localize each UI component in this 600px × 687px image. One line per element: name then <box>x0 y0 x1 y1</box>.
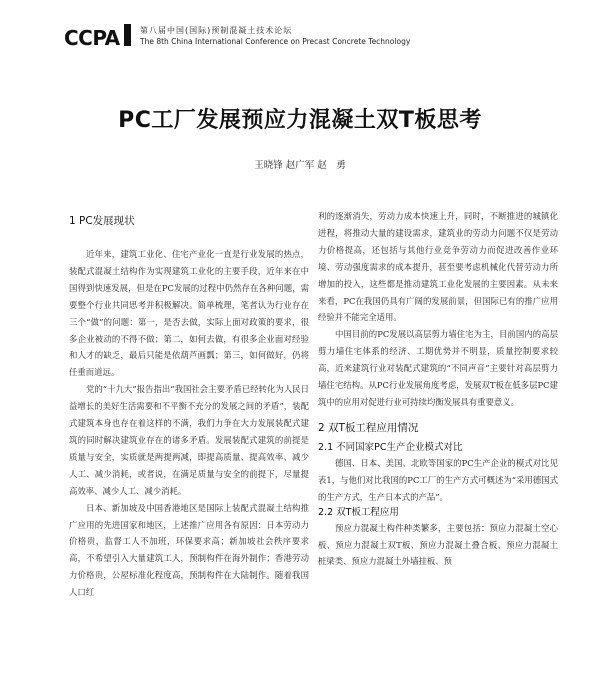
ccpa-logo: CCPA <box>64 26 120 50</box>
right-column <box>318 208 558 570</box>
paper-authors: 王晓锋 赵广军 赵 勇 <box>254 160 346 171</box>
conference-name <box>140 25 410 48</box>
section-heading-2: 2 双T板工程应用情况 <box>318 421 419 434</box>
paragraph: 党的“十九大”报告指出“我国社会主要矛盾已经转化为人民日益增长的美好生活需要和不平衡不充分的发展之间的矛盾”，装配式建筑本身也存在着这样的不满，我们力争在大力发展装配式建筑的同时解决建筑业存在的诸多矛盾。发展装配式建筑的前提是质量与安全，实质就是两提两减，即提高质量、提高效率、减少人工、减少消耗，或者说，在满足质量与安全的前提下，尽量提高效率、减少人工、减少消耗。 <box>69 384 309 496</box>
paragraph: 德国、日本、美国、北欧等国家的PC生产企业的模式对比见表1，与他们对比我国的PC工厂的生产方式可概述为“采用德国式的生产方式，生产日本式的产品”。 <box>318 457 558 502</box>
conference-name-en: The 8th China International Conference on Precast Concrete Technology <box>140 37 411 46</box>
paragraph: 近年来，建筑工业化、住宅产业化一直是行业发展的热点，装配式混凝土结构作为实现建筑工业化的主要手段，近年来在中国得到快速发展，但是在PC发展的过程中仍然存在各种问题，需要整个行业共同思考并积极解决。简单梳理，笔者认为行业存在三个“做”的问题：第一，是否去做，实际上面对政策的要求，很多企业被动的不得不做；第二，如何去做，有很多企业面对经验和人才的缺乏，最后只能是依葫芦画瓢；第三，如何做好，仍将任重而道远。 <box>69 249 309 378</box>
section-heading-1: 1 PC发展现状 <box>69 215 135 227</box>
conference-name-zh: 第八届中国(国际)预制混凝土技术论坛 <box>140 26 293 35</box>
left-column <box>69 214 309 601</box>
paragraph: 预应力混凝土构件种类繁多，主要包括：预应力混凝土空心板、预应力混凝土双T板、预应力混凝土叠合板、预应力混凝土桩梁类、预应力混凝土外墙挂板、预 <box>318 522 558 567</box>
subsection-heading-2-1: 2.1 不同国家PC生产企业模式对比 <box>318 441 463 453</box>
paragraph: 中国目前的PC发展以高层剪力墙住宅为主，目前国内的高层剪力墙住宅体系的经济、工期优势并不明显，质量控制要求较高，近来建筑行业对装配式建筑的“不同声音”主要针对高层剪力墙住宅结构。从PC行业发展角度考虑，发展双T板在低多层PC建筑中的应用对促进行业可持续均衡发展具有重要意义。 <box>318 329 558 407</box>
conference-header <box>64 22 544 62</box>
logo-bar-icon <box>124 24 131 46</box>
paragraph: 利的逐渐消失，劳动力成本快速上升，同时，不断推进的城镇化进程，将推动大量的建设需求，建筑业的劳动力问题不仅是劳动力价格提高，还包括与其他行业竞争劳动力而促进改善作业环境、劳动强度需求的成本提升，甚至要考虑机械化代替劳动力所增加的投入，这些都是推动建筑工业化发展的主要因素。从未来来看，PC在我国仍具有广阔的发展前景，但国际已有的推广应用经验并不能完全适用。 <box>318 211 558 323</box>
paper-title: PC工厂发展预应力混凝土双T板思考 <box>118 108 482 133</box>
subsection-heading-2-2: 2.2 双T板工程应用 <box>318 506 399 518</box>
paragraph: 日本、新加坡及中国香港地区是国际上装配式混凝土结构推广应用的先进国家和地区，上述推广应用各有原因：日本劳动力价格贵，监督工人不加班，环保要求高；新加坡社会秩序要求高，不希望引入大量建筑工人，预制构件在海外制作；香港劳动力价格贵，公屋标准化程度高，预制构件在大陆制作。随着我国人口红 <box>69 502 309 598</box>
